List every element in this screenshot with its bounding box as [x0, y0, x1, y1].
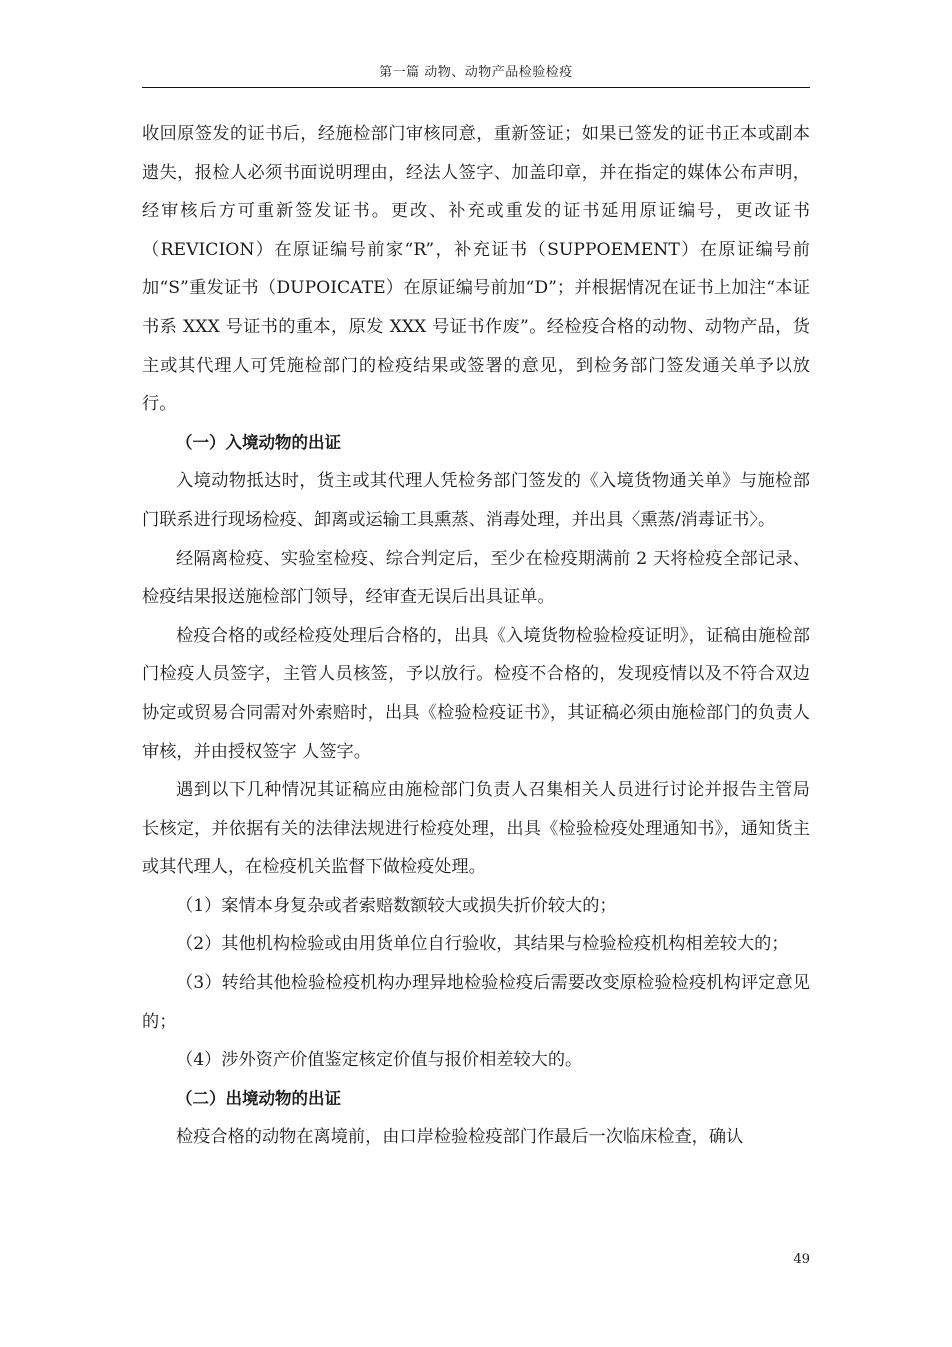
running-header: 第一篇 动物、动物产品检验检疫 — [379, 65, 573, 80]
list-item: （1）案情本身复杂或者索赔数额较大或损失折价较大的； — [176, 895, 617, 916]
paragraph: 检疫合格的或经检疫处理后合格的，出具《入境货物检验检疫证明》，证稿由施检部门检疫人员签字，主管人员核签，予以放行。检疫不合格的，发现疫情以及不符合双边协定或贸易合同需对外索赔时，出具《检验检疫证书》，其证稿必须由施检部门的负责人审核，并由授权签字 人签字。 — [142, 625, 810, 762]
body-text — [142, 115, 810, 1157]
list-item: （4）涉外资产价值鉴定核定价值与报价相差较大的。 — [176, 1050, 583, 1071]
paragraph-continuation: 收回原签发的证书后，经施检部门审核同意，重新签证；如果已签发的证书正本或副本遗失，报检人必须书面说明理由，经法人签字、加盖印章，并在指定的媒体公布声明，经审核后方可重新签发证书。更改、补充或重发的证书延用原证编号，更改证书（REVICION）在原证编号前家“R”，补充证书（SUPPOEMENT）在原证编号前加“S”重发证书（DUPOICATE）在原证编号前加“D”；并根据情况在证书上加注“本证书系 XXX 号证书的重本，原发 XXX 号证书作废”。经检疫合格的动物、动物产品，货主或其代理人可凭施检部门的检疫结果或签署的意见，到检务部门签发通关单予以放行。 — [142, 124, 810, 415]
paragraph: 检疫合格的动物在离境前，由口岸检验检疫部门作最后一次临床检查，确认 — [176, 1127, 744, 1148]
paragraph: 经隔离检疫、实验室检疫、综合判定后，至少在检疫期满前 2 天将检疫全部记录、检疫结果报送施检部门领导，经审查无误后出具证单。 — [142, 548, 810, 608]
section-heading-outbound: （二）出境动物的出证 — [176, 1088, 341, 1108]
paragraph: 遇到以下几种情况其证稿应由施检部门负责人召集相关人员进行讨论并报告主管局长核定，并依据有关的法律法规进行检疫处理，出具《检验检疫处理通知书》，通知货主或其代理人，在检疫机关监督下做检疫处理。 — [142, 780, 810, 878]
list-item: （2）其他机构检验或由用货单位自行验收，其结果与检验检疫机构相差较大的； — [176, 934, 789, 955]
header-rule — [142, 87, 810, 88]
paragraph: 入境动物抵达时，货主或其代理人凭检务部门签发的《入境货物通关单》与施检部门联系进行现场检疫、卸离或运输工具熏蒸、消毒处理，并出具〈熏蒸/消毒证书〉。 — [142, 471, 810, 530]
page-number: 49 — [793, 1252, 810, 1267]
list-item: （3）转给其他检验检疫机构办理异地检验检疫后需要改变原检验检疫机构评定意见的； — [142, 973, 810, 1032]
section-heading-inbound: （一）入境动物的出证 — [176, 432, 341, 452]
